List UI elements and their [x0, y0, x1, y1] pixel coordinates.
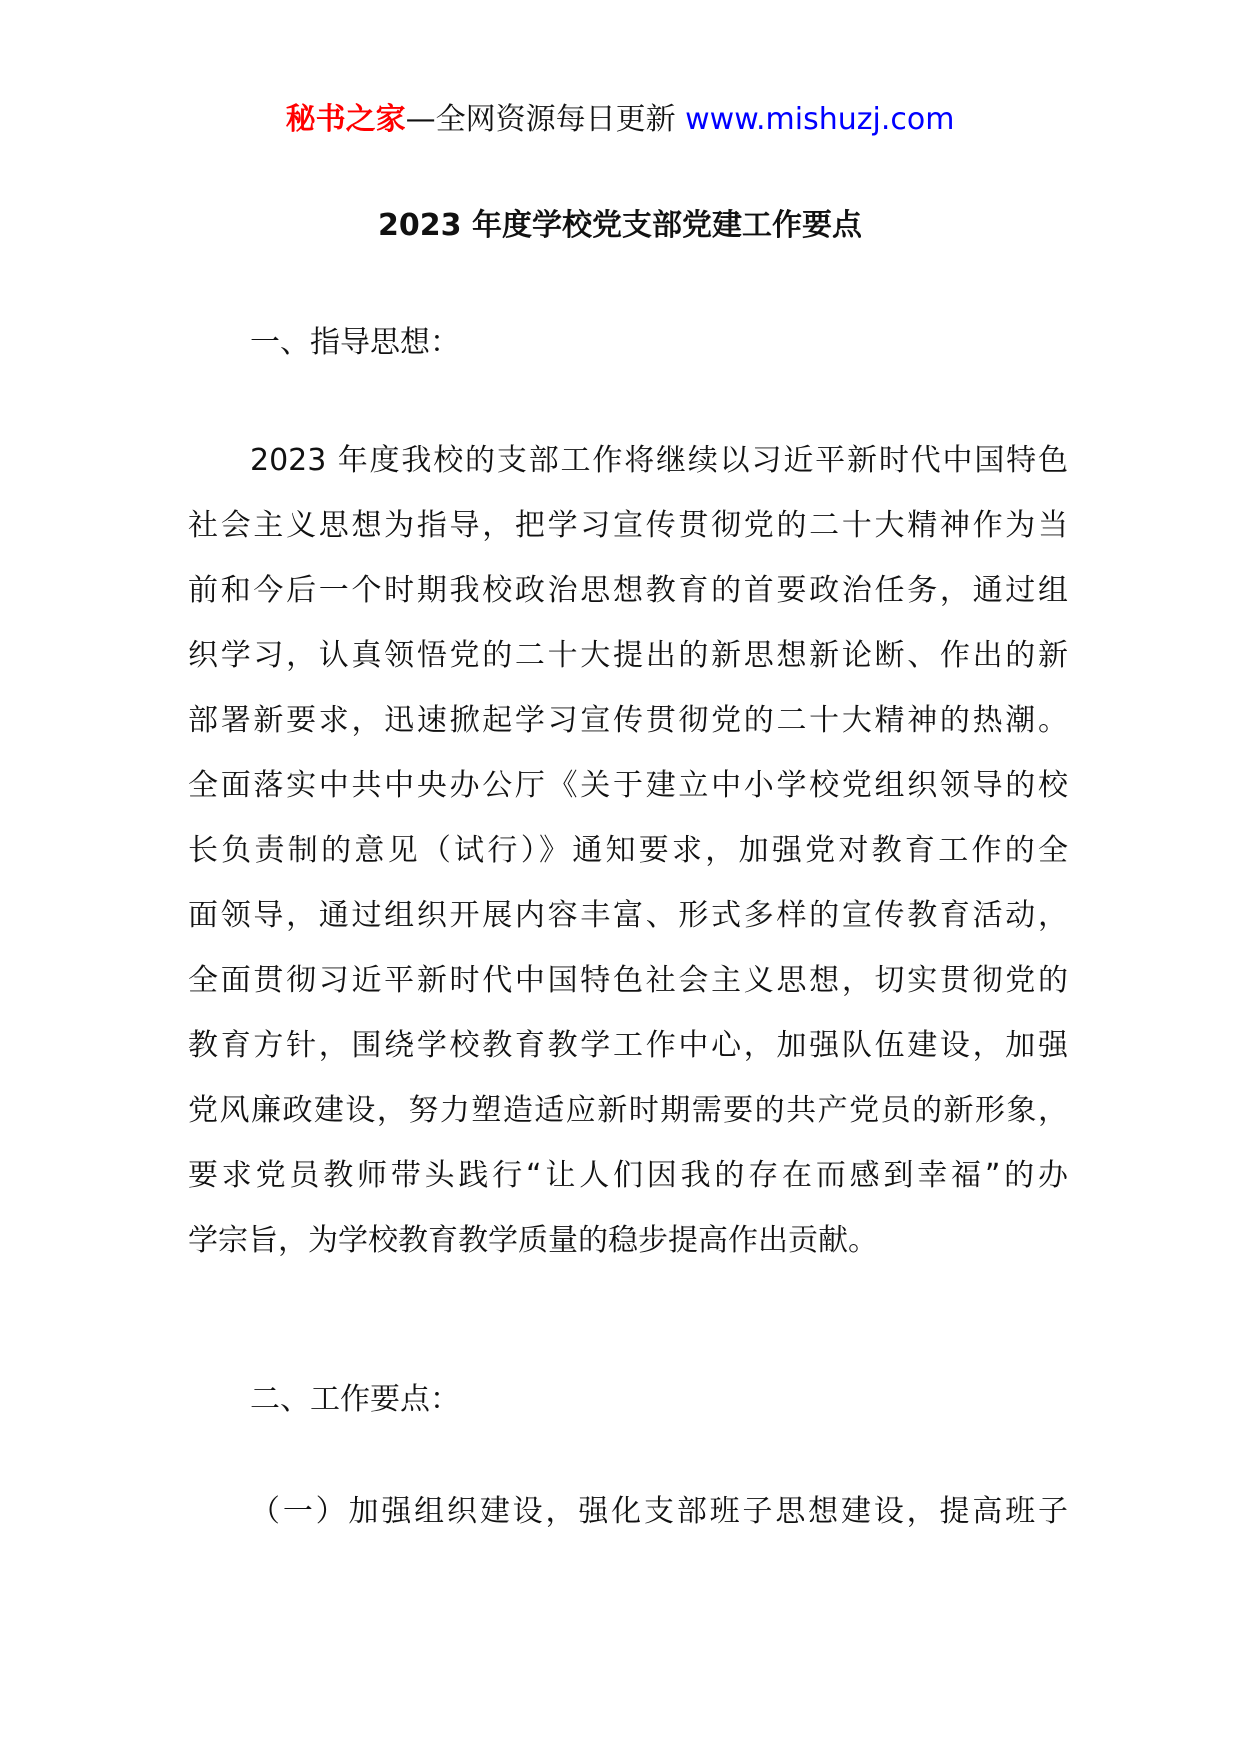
- header-tagline: —全网资源每日更新: [405, 102, 676, 137]
- site-header: [0, 100, 1240, 140]
- section-heading-work-points: 二、工作要点：: [250, 1382, 460, 1417]
- paragraph-guiding-ideology: [188, 428, 1068, 1273]
- paragraph-line: 社会主义思想为指导，把学习宣传贯彻党的二十大精神作为当: [188, 508, 1068, 543]
- paragraph-line: 前和今后一个时期我校政治思想教育的首要政治任务，通过组: [188, 573, 1068, 608]
- paragraph-line: 部署新要求，迅速掀起学习宣传贯彻党的二十大精神的热潮。: [188, 703, 1068, 738]
- paragraph-line: 面领导，通过组织开展内容丰富、形式多样的宣传教育活动，: [188, 898, 1068, 933]
- paragraph-line: 党风廉政建设，努力塑造适应新时期需要的共产党员的新形象，: [188, 1093, 1068, 1128]
- site-url-link[interactable]: www.mishuzj.com: [685, 102, 955, 137]
- paragraph-line: 全面贯彻习近平新时代中国特色社会主义思想，切实贯彻党的: [188, 963, 1068, 998]
- paragraph-line: 学宗旨，为学校教育教学质量的稳步提高作出贡献。: [188, 1223, 878, 1258]
- subsection-heading-organization: （一）加强组织建设，强化支部班子思想建设，提高班子: [250, 1494, 1068, 1529]
- paragraph-line: 长负责制的意见（试行）》通知要求，加强党对教育工作的全: [188, 833, 1068, 868]
- brand-name: 秘书之家: [285, 102, 406, 137]
- paragraph-line: 2023 年度我校的支部工作将继续以习近平新时代中国特色: [250, 443, 1068, 478]
- paragraph-line: 要求党员教师带头践行“让人们因我的存在而感到幸福”的办: [188, 1158, 1068, 1193]
- document-title: 2023 年度学校党支部党建工作要点: [378, 208, 862, 243]
- paragraph-line: 织学习，认真领悟党的二十大提出的新思想新论断、作出的新: [188, 638, 1068, 673]
- paragraph-line: 全面落实中共中央办公厅《关于建立中小学校党组织领导的校: [188, 768, 1068, 803]
- paragraph-line: 教育方针，围绕学校教育教学工作中心，加强队伍建设，加强: [188, 1028, 1068, 1063]
- section-heading-guiding-ideology: 一、指导思想：: [250, 325, 460, 360]
